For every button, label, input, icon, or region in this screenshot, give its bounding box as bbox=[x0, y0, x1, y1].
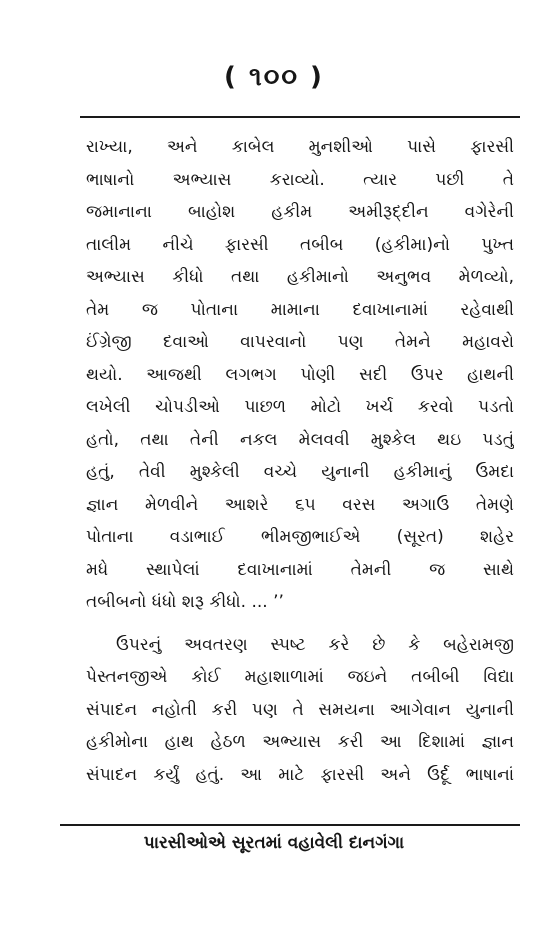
footer-rule bbox=[60, 824, 520, 826]
text-line: પોતાના વડાભાઈ ભીમજીભાઈએ (સૂરત) શહેર bbox=[86, 527, 514, 547]
running-footer-title: પારસીઓએ સૂરતમાં વહાવેલી દાનગંગા bbox=[143, 833, 405, 853]
text-line: ઉપરનું અવતરણ સ્પષ્ટ કરે છે કે બહેરામજી bbox=[116, 634, 514, 655]
text-line: સંપાદન નહોતી કરી પણ તે સમયના આગેવાન યુનાની bbox=[86, 699, 514, 720]
text-line: હકીમોના હાથ હેઠળ અભ્યાસ કરી આ દિશામાં જ્ઞાન bbox=[86, 732, 514, 752]
page-number: ( ૧૦૦ ) bbox=[224, 62, 324, 92]
text-line: ઈંગ્રેજી દવાઓ વાપરવાનો પણ તેમને મહાવરો bbox=[86, 332, 514, 352]
body-text bbox=[86, 131, 514, 791]
text-line: ભાષાનો અભ્યાસ કરાવ્યો. ત્યાર પછી તે bbox=[86, 169, 514, 190]
text-line: જ્ઞાન મેળવીને આશરે ૬૫ વરસ અગાઉ તેમણે bbox=[86, 494, 514, 515]
header-rule bbox=[80, 116, 520, 118]
text-line: સંપાદન કર્યું હતું. આ માટે ફારસી અને ઉર્દૂ ભાષાનાં bbox=[86, 764, 514, 785]
text-line: થયો. આજથી લગભગ પોણી સદી ઉપર હાથની bbox=[86, 364, 514, 385]
paragraph-2 bbox=[86, 629, 514, 792]
text-line: તેમ જ પોતાના મામાના દવાખાનામાં રહેવાથી bbox=[86, 299, 514, 320]
paragraph-1 bbox=[86, 131, 514, 619]
text-line: લખેલી ચોપડીઓ પાછળ મોટો ખર્ચ કરવો પડતો bbox=[86, 397, 514, 417]
text-line: પેસ્તનજીએ કોઈ મહાશાળામાં જઇને તબીબી વિદ્યા bbox=[86, 667, 514, 687]
text-line: અભ્યાસ કીધો તથા હકીમાનો અનુભવ મેળવ્યો, bbox=[86, 267, 514, 287]
text-line: તબીબનો ધંધો શરૂ કીધો. ... ’’ bbox=[86, 592, 284, 612]
text-line: રાખ્યા, અને કાબેલ મુનશીઓ પાસે ફારસી bbox=[86, 137, 514, 157]
text-line: હતો, તથા તેની નકલ મેલવવી મુશ્કેલ થઇ પડતું bbox=[86, 429, 514, 450]
text-line: હતું, તેવી મુશ્કેલી વચ્ચે યુનાની હકીમાનું ઉમદા bbox=[86, 462, 514, 482]
text-line: મધે સ્થાપેલાં દવાખાનામાં તેમની જ સાથે bbox=[86, 559, 514, 580]
text-line: તાલીમ નીચે ફારસી તબીબ (હકીમા)નો પુખ્ત bbox=[86, 234, 514, 255]
text-line: જમાનાના બાહોશ હકીમ અમીરૂદ્દીન વગેરેની bbox=[86, 202, 514, 222]
